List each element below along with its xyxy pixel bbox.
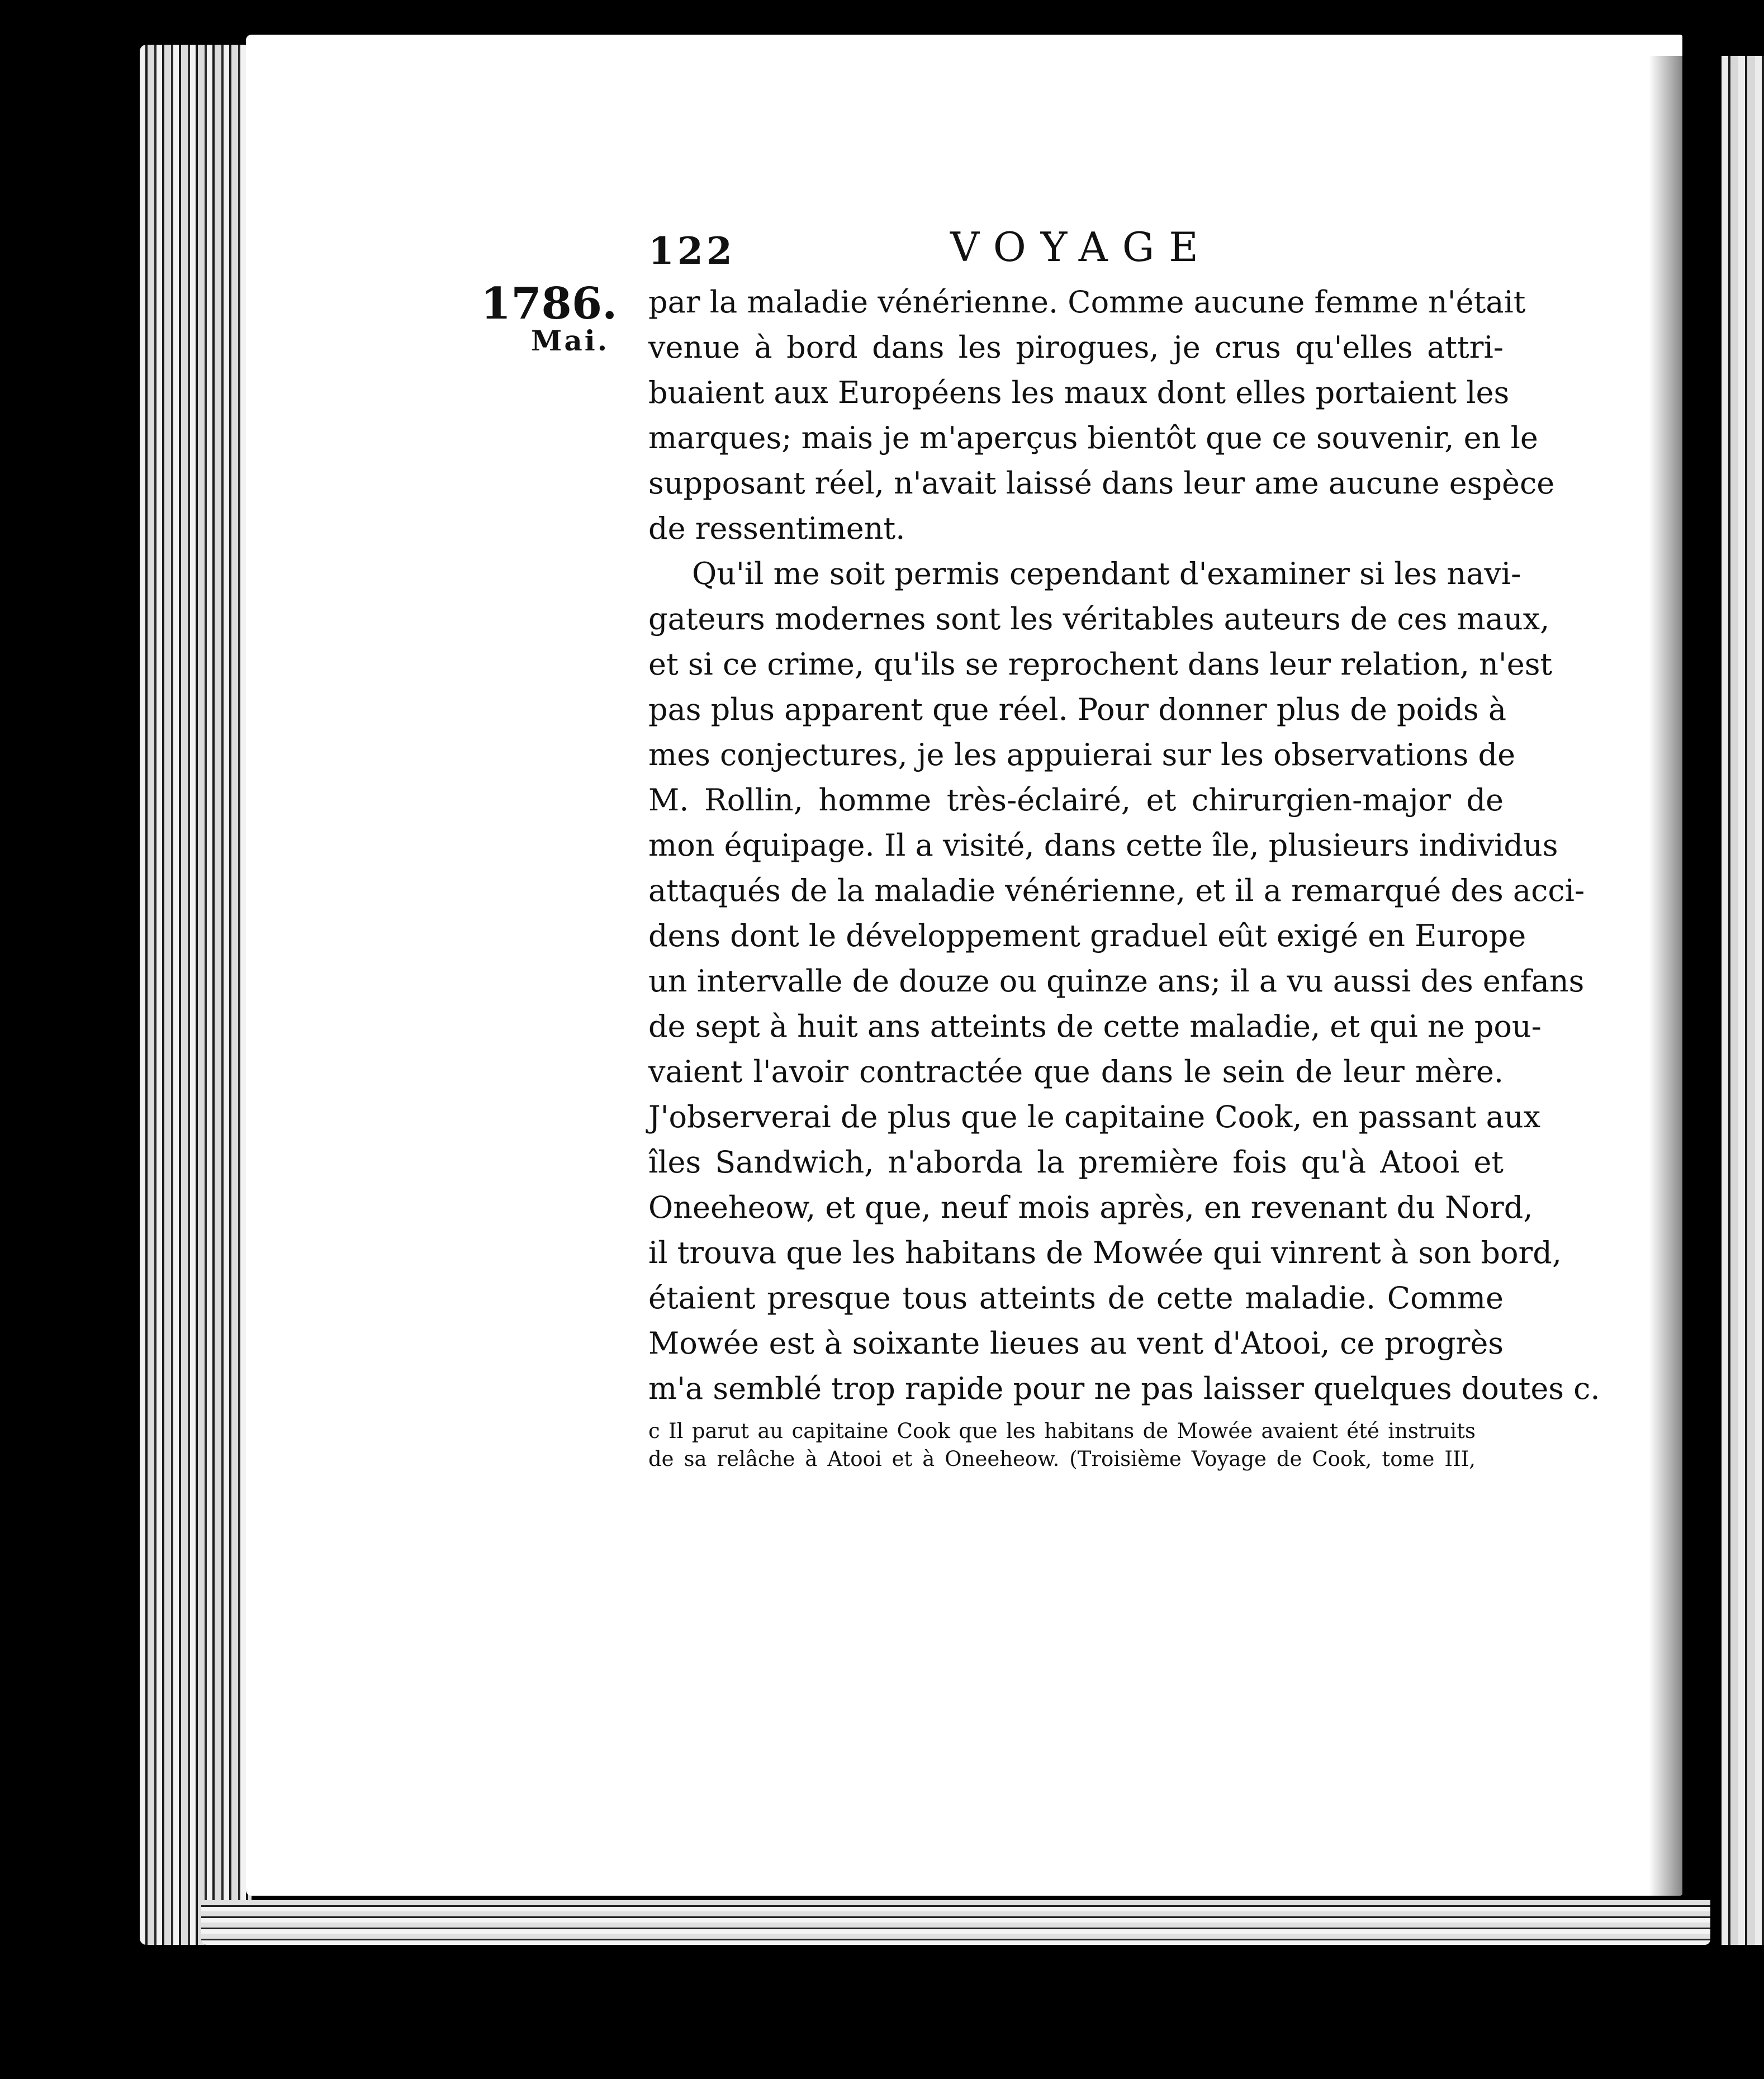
book-right-edge <box>1722 56 1764 1945</box>
body-line: Oneeheow, et que, neuf mois après, en revenant du Nord, <box>648 1190 1533 1225</box>
footnote-line: c Il parut au capitaine Cook que les habitans de Mowée avaient été instruits <box>648 1419 1476 1443</box>
footnote <box>648 1417 1476 1473</box>
body-line: vaient l'avoir contractée que dans le sein de leur mère. <box>648 1054 1504 1089</box>
margin-note-month: Mai. <box>531 324 610 357</box>
running-head-title: VOYAGE <box>950 224 1213 270</box>
body-line: M. Rollin, homme très-éclairé, et chirurgien-major de <box>648 782 1504 818</box>
body-line: attaqués de la maladie vénérienne, et il a remarqué des acci- <box>648 873 1585 908</box>
body-line: îles Sandwich, n'aborda la première fois qu'à Atooi et <box>648 1145 1504 1180</box>
page-number: 122 <box>648 229 736 273</box>
body-line: marques; mais je m'aperçus bientôt que ce souvenir, en le <box>648 420 1538 455</box>
body-line: mes conjectures, je les appuierai sur les observations de <box>648 737 1516 772</box>
body-line: dens dont le développement graduel eût exigé en Europe <box>648 918 1526 953</box>
gutter-shadow <box>1649 56 1688 1900</box>
body-line: Mowée est à soixante lieues au vent d'Atooi, ce progrès <box>648 1326 1504 1361</box>
body-line: mon équipage. Il a visité, dans cette île, plusieurs individus <box>648 828 1558 863</box>
body-line: buaient aux Européens les maux dont elles portaient les <box>648 375 1510 410</box>
body-line: et si ce crime, qu'ils se reprochent dans leur relation, n'est <box>648 647 1553 682</box>
body-line: étaient presque tous atteints de cette maladie. Comme <box>648 1280 1504 1316</box>
body-line: m'a semblé trop rapide pour ne pas laisser quelques doutes c. <box>648 1371 1600 1406</box>
footnote-line: de sa relâche à Atooi et à Oneeheow. (Troisième Voyage de Cook, tome III, <box>648 1447 1476 1471</box>
body-line: de sept à huit ans atteints de cette maladie, et qui ne pou- <box>648 1009 1542 1044</box>
body-line: Qu'il me soit permis cependant d'examiner si les navi- <box>692 556 1521 591</box>
book-bottom-edge <box>201 1900 1710 1945</box>
body-line: venue à bord dans les pirogues, je crus qu'elles attri- <box>648 330 1504 365</box>
body-line: pas plus apparent que réel. Pour donner plus de poids à <box>648 692 1507 727</box>
body-line: un intervalle de douze ou quinze ans; il a vu aussi des enfans <box>648 963 1585 999</box>
book-left-edge <box>140 45 252 1945</box>
body-line: gateurs modernes sont les véritables auteurs de ces maux, <box>648 601 1550 637</box>
body-line: de ressentiment. <box>648 511 905 546</box>
margin-note-year: 1786. <box>481 278 618 329</box>
body-line: supposant réel, n'avait laissé dans leur ame aucune espèce <box>648 466 1555 501</box>
body-line: J'observerai de plus que le capitaine Cook, en passant aux <box>648 1099 1541 1135</box>
body-line: il trouva que les habitans de Mowée qui vinrent à son bord, <box>648 1235 1562 1270</box>
body-text <box>648 279 1600 1411</box>
body-line: par la maladie vénérienne. Comme aucune femme n'était <box>648 284 1526 320</box>
